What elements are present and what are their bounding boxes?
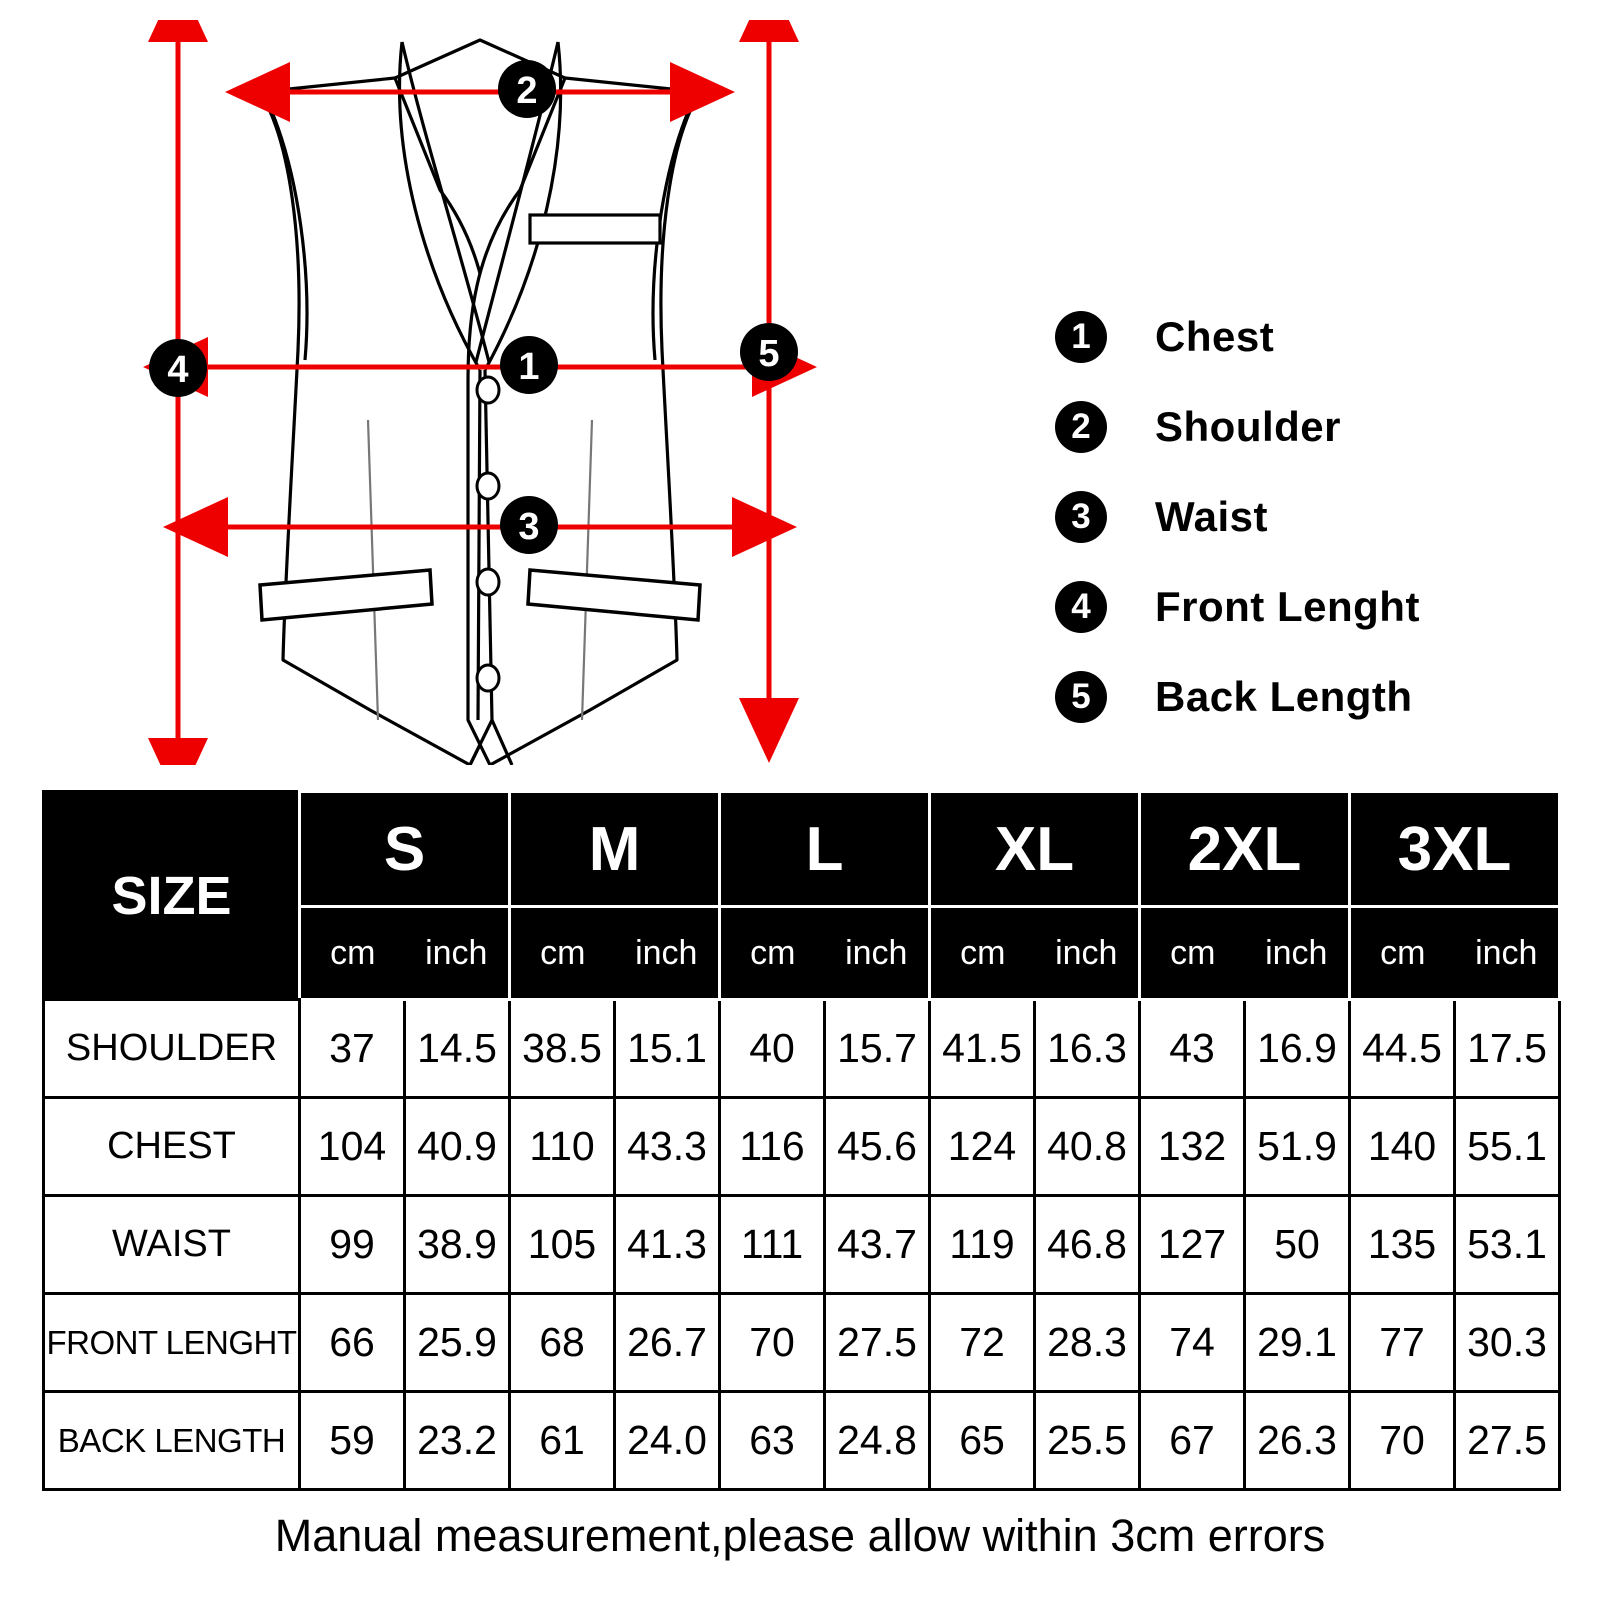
unit-header-2xl-cm: cm — [1140, 907, 1245, 1000]
legend-label-waist: Waist — [1155, 493, 1268, 540]
cell-waist-m-cm: 105 — [510, 1196, 615, 1294]
cell-back-length-l-cm: 63 — [720, 1392, 825, 1490]
size-header-s: S — [300, 792, 510, 907]
cell-back-length-m-cm: 61 — [510, 1392, 615, 1490]
cell-chest-s-cm: 104 — [300, 1098, 405, 1196]
cell-back-length-xl-cm: 65 — [930, 1392, 1035, 1490]
unit-header-xl-cm: cm — [930, 907, 1035, 1000]
row-label-waist: WAIST — [44, 1196, 300, 1294]
unit-header-3xl-inch: inch — [1455, 907, 1560, 1000]
diagram-badge-2-label: 2 — [516, 70, 538, 112]
cell-front-length-m-cm: 68 — [510, 1294, 615, 1392]
cell-shoulder-s-cm: 37 — [300, 1000, 405, 1098]
legend-badge-5-icon: 5 — [1055, 671, 1107, 723]
cell-front-length-3xl-cm: 77 — [1350, 1294, 1455, 1392]
cell-back-length-3xl-inch: 27.5 — [1455, 1392, 1560, 1490]
cell-back-length-s-inch: 23.2 — [405, 1392, 510, 1490]
cell-front-length-xl-cm: 72 — [930, 1294, 1035, 1392]
row-label-back-length: BACK LENGTH — [44, 1392, 300, 1490]
cell-waist-3xl-inch: 53.1 — [1455, 1196, 1560, 1294]
diagram-badge-1-label: 1 — [518, 346, 540, 388]
cell-waist-s-inch: 38.9 — [405, 1196, 510, 1294]
cell-shoulder-l-inch: 15.7 — [825, 1000, 930, 1098]
cell-front-length-xl-inch: 28.3 — [1035, 1294, 1140, 1392]
cell-waist-xl-inch: 46.8 — [1035, 1196, 1140, 1294]
measurement-disclaimer: Manual measurement,please allow within 3cm errors — [274, 1510, 1326, 1561]
cell-back-length-xl-inch: 25.5 — [1035, 1392, 1140, 1490]
unit-header-l-inch: inch — [825, 907, 930, 1000]
legend-label-chest: Chest — [1155, 313, 1275, 360]
cell-chest-m-inch: 43.3 — [615, 1098, 720, 1196]
legend-item-shoulder — [1055, 382, 1575, 472]
cell-waist-m-inch: 41.3 — [615, 1196, 720, 1294]
row-label-front-length: FRONT LENGHT — [44, 1294, 300, 1392]
legend-item-waist — [1055, 472, 1575, 562]
diagram-badge-3-label: 3 — [518, 506, 540, 548]
row-label-chest: CHEST — [44, 1098, 300, 1196]
cell-chest-l-cm: 116 — [720, 1098, 825, 1196]
diagram-badge-2 — [498, 60, 556, 118]
cell-back-length-m-inch: 24.0 — [615, 1392, 720, 1490]
vest-diagram-area — [0, 0, 1600, 775]
legend-badge-3-icon: 3 — [1055, 491, 1107, 543]
cell-front-length-m-inch: 26.7 — [615, 1294, 720, 1392]
cell-chest-m-cm: 110 — [510, 1098, 615, 1196]
cell-chest-xl-inch: 40.8 — [1035, 1098, 1140, 1196]
size-header-3xl: 3XL — [1350, 792, 1560, 907]
table-row-back-length — [44, 1392, 1560, 1490]
button-4 — [477, 665, 499, 691]
legend-label-front-length: Front Lenght — [1155, 583, 1420, 630]
cell-waist-2xl-cm: 127 — [1140, 1196, 1245, 1294]
unit-header-xl-inch: inch — [1035, 907, 1140, 1000]
table-row-chest — [44, 1098, 1560, 1196]
unit-header-m-inch: inch — [615, 907, 720, 1000]
cell-chest-l-inch: 45.6 — [825, 1098, 930, 1196]
cell-shoulder-l-cm: 40 — [720, 1000, 825, 1098]
cell-back-length-2xl-inch: 26.3 — [1245, 1392, 1350, 1490]
diagram-badge-5 — [740, 323, 798, 381]
diagram-badge-1 — [500, 336, 558, 394]
unit-header-2xl-inch: inch — [1245, 907, 1350, 1000]
button-1 — [477, 377, 499, 403]
size-header-xl: XL — [930, 792, 1140, 907]
table-corner-size-label: SIZE — [44, 792, 300, 1000]
cell-chest-s-inch: 40.9 — [405, 1098, 510, 1196]
unit-header-s-inch: inch — [405, 907, 510, 1000]
size-header-l: L — [720, 792, 930, 907]
cell-front-length-l-inch: 27.5 — [825, 1294, 930, 1392]
size-chart-table — [42, 790, 1561, 1491]
cell-shoulder-2xl-inch: 16.9 — [1245, 1000, 1350, 1098]
cell-waist-3xl-cm: 135 — [1350, 1196, 1455, 1294]
cell-shoulder-xl-cm: 41.5 — [930, 1000, 1035, 1098]
legend-label-back-length: Back Length — [1155, 673, 1413, 720]
button-3 — [477, 569, 499, 595]
legend-item-back-length — [1055, 652, 1575, 742]
cell-front-length-2xl-inch: 29.1 — [1245, 1294, 1350, 1392]
cell-shoulder-2xl-cm: 43 — [1140, 1000, 1245, 1098]
cell-shoulder-m-cm: 38.5 — [510, 1000, 615, 1098]
table-header-sizes-row — [44, 792, 1560, 907]
legend-badge-1-icon: 1 — [1055, 311, 1107, 363]
cell-shoulder-xl-inch: 16.3 — [1035, 1000, 1140, 1098]
cell-chest-2xl-cm: 132 — [1140, 1098, 1245, 1196]
cell-chest-2xl-inch: 51.9 — [1245, 1098, 1350, 1196]
unit-header-3xl-cm: cm — [1350, 907, 1455, 1000]
measurement-legend — [1055, 292, 1575, 742]
cell-shoulder-m-inch: 15.1 — [615, 1000, 720, 1098]
legend-badge-4-icon: 4 — [1055, 581, 1107, 633]
legend-badge-2-icon: 2 — [1055, 401, 1107, 453]
cell-waist-s-cm: 99 — [300, 1196, 405, 1294]
cell-waist-l-inch: 43.7 — [825, 1196, 930, 1294]
cell-front-length-2xl-cm: 74 — [1140, 1294, 1245, 1392]
size-header-m: M — [510, 792, 720, 907]
legend-item-front-length — [1055, 562, 1575, 652]
cell-chest-xl-cm: 124 — [930, 1098, 1035, 1196]
cell-shoulder-s-inch: 14.5 — [405, 1000, 510, 1098]
unit-header-l-cm: cm — [720, 907, 825, 1000]
table-body — [44, 1000, 1560, 1490]
table-header — [44, 792, 1560, 1000]
table-row-shoulder — [44, 1000, 1560, 1098]
cell-front-length-s-inch: 25.9 — [405, 1294, 510, 1392]
cell-chest-3xl-inch: 55.1 — [1455, 1098, 1560, 1196]
cell-back-length-l-inch: 24.8 — [825, 1392, 930, 1490]
vest-illustration — [140, 20, 840, 765]
diagram-badge-4-label: 4 — [167, 349, 189, 391]
unit-header-m-cm: cm — [510, 907, 615, 1000]
diagram-badge-5-label: 5 — [758, 333, 780, 375]
cell-waist-2xl-inch: 50 — [1245, 1196, 1350, 1294]
chest-pocket — [530, 215, 660, 243]
cell-waist-xl-cm: 119 — [930, 1196, 1035, 1294]
cell-shoulder-3xl-inch: 17.5 — [1455, 1000, 1560, 1098]
legend-item-chest — [1055, 292, 1575, 382]
cell-chest-3xl-cm: 140 — [1350, 1098, 1455, 1196]
size-header-2xl: 2XL — [1140, 792, 1350, 907]
table-row-front-length — [44, 1294, 1560, 1392]
diagram-badge-3 — [500, 496, 558, 554]
row-label-shoulder: SHOULDER — [44, 1000, 300, 1098]
unit-header-s-cm: cm — [300, 907, 405, 1000]
cell-front-length-l-cm: 70 — [720, 1294, 825, 1392]
cell-back-length-3xl-cm: 70 — [1350, 1392, 1455, 1490]
cell-back-length-2xl-cm: 67 — [1140, 1392, 1245, 1490]
vest-outline — [260, 40, 700, 765]
cell-front-length-s-cm: 66 — [300, 1294, 405, 1392]
cell-waist-l-cm: 111 — [720, 1196, 825, 1294]
diagram-badge-4 — [149, 339, 207, 397]
button-2 — [477, 473, 499, 499]
cell-back-length-s-cm: 59 — [300, 1392, 405, 1490]
legend-label-shoulder: Shoulder — [1155, 403, 1342, 450]
cell-front-length-3xl-inch: 30.3 — [1455, 1294, 1560, 1392]
table-row-waist — [44, 1196, 1560, 1294]
cell-shoulder-3xl-cm: 44.5 — [1350, 1000, 1455, 1098]
